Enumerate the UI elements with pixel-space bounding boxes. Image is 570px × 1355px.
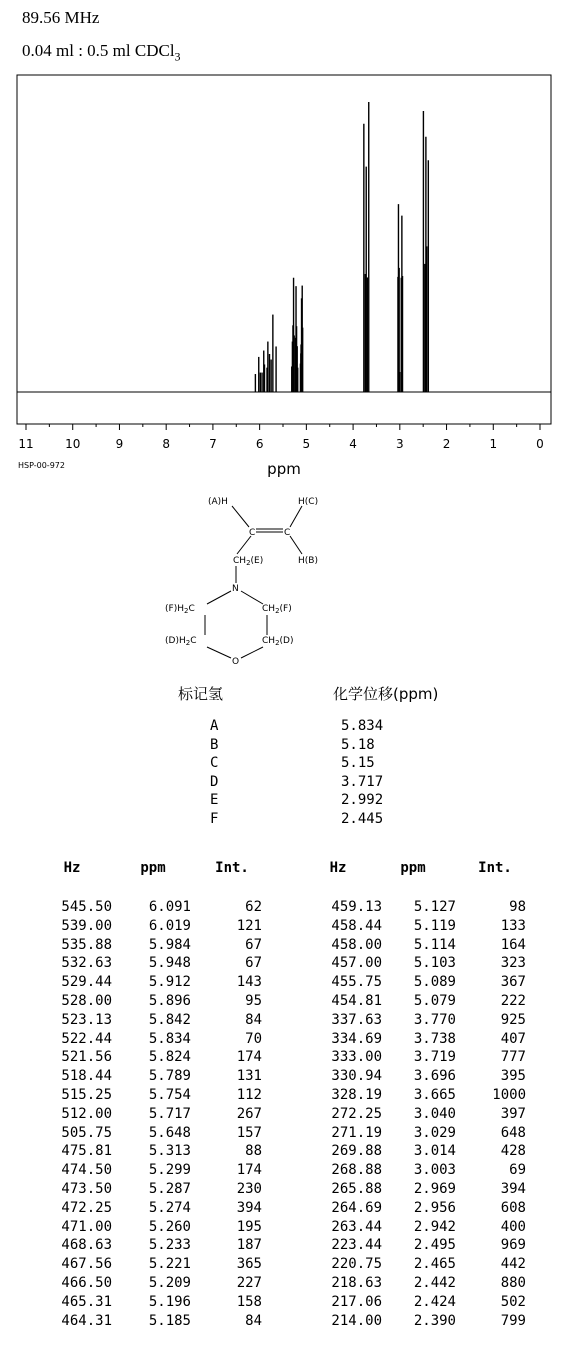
atom-ch2e bbox=[233, 556, 263, 567]
fr-sub: 2 bbox=[275, 607, 280, 615]
peak-table-header: Hz bbox=[63, 860, 81, 876]
peak-int: 880 bbox=[500, 1275, 526, 1291]
peak-int: 84 bbox=[245, 1312, 262, 1329]
peak-ppm: 3.665 bbox=[413, 1087, 456, 1103]
peak-int: 112 bbox=[236, 1087, 262, 1103]
peak-int: 428 bbox=[500, 1143, 526, 1160]
atom-fl bbox=[165, 604, 195, 615]
peak-int: 62 bbox=[245, 899, 262, 915]
peak-ppm: 5.842 bbox=[148, 1011, 191, 1028]
atom-n: N bbox=[232, 584, 239, 594]
peak-hz: 545.50 bbox=[61, 899, 112, 915]
sample-text: 0.04 ml : 0.5 ml CDCl bbox=[22, 41, 175, 60]
peak-ppm: 5.209 bbox=[148, 1275, 191, 1291]
peak-ppm: 6.019 bbox=[148, 917, 191, 934]
peak-hz: 330.94 bbox=[331, 1068, 382, 1085]
peak-ppm: 5.789 bbox=[148, 1068, 191, 1085]
peak-ppm: 2.942 bbox=[413, 1218, 456, 1235]
fl-sub: 2 bbox=[183, 607, 189, 615]
peak-ppm: 5.896 bbox=[148, 993, 191, 1009]
bond-n-fr bbox=[241, 591, 263, 604]
peak-int: 174 bbox=[236, 1049, 262, 1066]
shift-value: 5.15 bbox=[341, 755, 375, 772]
atom-fr bbox=[262, 604, 292, 615]
peak-ppm: 5.834 bbox=[148, 1030, 191, 1047]
label-hb: H(B) bbox=[298, 556, 318, 566]
peak-ppm: 5.221 bbox=[148, 1256, 191, 1273]
peak-int: 925 bbox=[500, 1011, 526, 1028]
dl-pre: (D)H bbox=[165, 636, 186, 646]
peak-hz: 223.44 bbox=[331, 1237, 382, 1254]
x-tick-label: 7 bbox=[209, 437, 217, 451]
peak-int: 777 bbox=[500, 1049, 526, 1066]
atom-dl bbox=[165, 636, 197, 647]
label-ha: (A)H bbox=[208, 497, 228, 507]
x-tick-label: 10 bbox=[65, 437, 81, 451]
peak-hz: 523.13 bbox=[61, 1011, 112, 1028]
peak-ppm: 5.127 bbox=[413, 899, 456, 915]
peak-ppm: 2.969 bbox=[413, 1181, 456, 1197]
peak-int: 222 bbox=[500, 993, 526, 1009]
shift-header-label: 标记氢 bbox=[178, 685, 224, 703]
peak-hz: 217.06 bbox=[331, 1293, 382, 1310]
peak-int: 133 bbox=[500, 917, 526, 934]
shift-label: A bbox=[210, 718, 219, 734]
peak-hz: 459.13 bbox=[331, 899, 382, 915]
peak-hz: 505.75 bbox=[61, 1124, 112, 1141]
peak-ppm: 5.717 bbox=[148, 1105, 191, 1122]
shift-value: 5.834 bbox=[341, 718, 384, 734]
peak-hz: 454.81 bbox=[331, 993, 382, 1009]
peak-hz: 539.00 bbox=[61, 917, 112, 934]
peak-int: 70 bbox=[245, 1030, 262, 1047]
peak-int: 397 bbox=[500, 1105, 526, 1122]
spectrometer-frequency: 89.56 MHz bbox=[22, 8, 100, 27]
x-tick-label: 8 bbox=[162, 437, 171, 451]
ch2e-text: CH bbox=[233, 556, 247, 566]
peak-int: 164 bbox=[500, 936, 526, 953]
peak-ppm: 5.299 bbox=[148, 1162, 191, 1179]
shift-value: 5.18 bbox=[341, 736, 375, 753]
shift-label: C bbox=[210, 755, 219, 772]
peak-int: 84 bbox=[245, 1011, 262, 1028]
peak-int: 195 bbox=[236, 1218, 262, 1235]
dr-sub: 2 bbox=[275, 639, 280, 647]
peak-int: 365 bbox=[236, 1256, 262, 1273]
peak-int: 158 bbox=[236, 1293, 262, 1310]
peak-int: 67 bbox=[245, 955, 262, 972]
peak-ppm: 5.079 bbox=[413, 993, 456, 1009]
peak-hz: 515.25 bbox=[61, 1087, 112, 1103]
shift-value: 2.445 bbox=[341, 811, 384, 827]
peak-int: 174 bbox=[236, 1162, 262, 1179]
peak-ppm: 3.003 bbox=[413, 1162, 456, 1179]
peak-int: 131 bbox=[236, 1068, 262, 1085]
peak-hz: 522.44 bbox=[61, 1030, 112, 1047]
peak-ppm: 3.014 bbox=[413, 1143, 456, 1160]
dl-c: C bbox=[190, 636, 197, 646]
fl-pre: (F)H bbox=[165, 604, 184, 614]
peak-hz: 328.19 bbox=[331, 1087, 382, 1103]
peak-ppm: 5.984 bbox=[148, 936, 191, 953]
peak-hz: 529.44 bbox=[61, 974, 112, 991]
peak-hz: 265.88 bbox=[331, 1181, 382, 1197]
peak-int: 395 bbox=[500, 1068, 526, 1085]
peak-hz: 218.63 bbox=[331, 1275, 382, 1291]
peak-hz: 475.81 bbox=[61, 1143, 112, 1160]
fr-tag: (F) bbox=[279, 604, 292, 614]
peak-hz: 458.44 bbox=[331, 917, 382, 934]
peak-hz: 272.25 bbox=[331, 1105, 382, 1122]
peak-ppm: 2.465 bbox=[413, 1256, 456, 1273]
shift-header-shift: 化学位移(ppm) bbox=[333, 685, 439, 703]
dr-text: CH bbox=[262, 636, 276, 646]
peak-hz: 465.31 bbox=[61, 1293, 112, 1310]
peak-hz: 512.00 bbox=[61, 1105, 112, 1122]
x-tick-label: 2 bbox=[442, 437, 451, 451]
bond-ha-c1 bbox=[232, 506, 249, 527]
peak-ppm: 2.495 bbox=[413, 1237, 456, 1254]
peak-int: 367 bbox=[500, 974, 526, 991]
dr-tag: (D) bbox=[279, 636, 294, 646]
peak-table-header: Int. bbox=[215, 860, 249, 876]
peak-hz: 458.00 bbox=[331, 936, 382, 953]
peak-int: 267 bbox=[236, 1105, 262, 1122]
peak-int: 143 bbox=[236, 974, 262, 991]
peak-ppm: 3.696 bbox=[413, 1068, 456, 1085]
peak-ppm: 5.196 bbox=[148, 1293, 191, 1310]
peak-ppm: 2.390 bbox=[413, 1312, 456, 1329]
sample-subscript: 3 bbox=[174, 49, 181, 64]
x-tick-label: 6 bbox=[255, 437, 264, 451]
shift-label: B bbox=[210, 736, 219, 753]
peak-ppm: 5.089 bbox=[413, 974, 456, 991]
x-tick-label: 5 bbox=[302, 437, 311, 451]
peak-int: 227 bbox=[236, 1275, 262, 1291]
x-axis-label: ppm bbox=[267, 460, 301, 478]
bond-c1-ch2 bbox=[237, 536, 251, 554]
peak-table-header: Hz bbox=[329, 860, 347, 876]
peak-int: 442 bbox=[500, 1256, 526, 1273]
peak-hz: 535.88 bbox=[61, 936, 112, 953]
peak-int: 608 bbox=[500, 1199, 526, 1216]
x-tick-label: 0 bbox=[536, 437, 544, 451]
fl-c: C bbox=[188, 604, 195, 614]
peak-hz: 333.00 bbox=[331, 1049, 382, 1066]
x-tick-label: 1 bbox=[489, 437, 498, 451]
peak-table-header: Int. bbox=[478, 860, 512, 876]
peak-int: 157 bbox=[236, 1124, 262, 1141]
peak-hz: 474.50 bbox=[61, 1162, 112, 1179]
peak-hz: 264.69 bbox=[331, 1199, 382, 1216]
bond-n-fl bbox=[207, 591, 231, 604]
x-tick-label: 9 bbox=[115, 437, 124, 451]
peak-hz: 467.56 bbox=[61, 1256, 112, 1273]
tick-group bbox=[18, 424, 543, 451]
bond-c2-hb bbox=[290, 536, 302, 554]
peak-int: 230 bbox=[236, 1181, 262, 1197]
peak-int: 1000 bbox=[492, 1087, 526, 1103]
peak-hz: 471.00 bbox=[61, 1218, 112, 1235]
peak-group bbox=[255, 102, 428, 392]
peak-int: 799 bbox=[500, 1312, 526, 1329]
peak-hz: 268.88 bbox=[331, 1162, 382, 1179]
peak-hz: 464.31 bbox=[61, 1312, 112, 1329]
peak-int: 407 bbox=[500, 1030, 526, 1047]
peak-hz: 472.25 bbox=[61, 1199, 112, 1216]
peak-int: 400 bbox=[500, 1218, 526, 1235]
shift-value: 3.717 bbox=[341, 773, 384, 790]
peak-ppm: 3.040 bbox=[413, 1105, 456, 1122]
peak-int: 969 bbox=[500, 1237, 526, 1254]
peak-int: 502 bbox=[500, 1293, 526, 1310]
peak-int: 394 bbox=[236, 1199, 262, 1216]
peak-int: 69 bbox=[509, 1162, 526, 1179]
peak-hz: 214.00 bbox=[331, 1312, 382, 1329]
peak-ppm: 3.029 bbox=[413, 1124, 456, 1141]
peak-ppm: 5.754 bbox=[148, 1087, 191, 1103]
peak-hz: 473.50 bbox=[61, 1181, 112, 1197]
peak-ppm: 3.719 bbox=[413, 1049, 456, 1066]
peak-ppm: 5.948 bbox=[148, 955, 191, 972]
peak-ppm: 2.424 bbox=[413, 1293, 456, 1310]
bond-c2-hc bbox=[290, 506, 302, 527]
shift-label: E bbox=[210, 792, 219, 809]
peak-ppm: 3.738 bbox=[413, 1030, 456, 1047]
dl-sub: 2 bbox=[185, 639, 191, 647]
sample-concentration bbox=[22, 41, 181, 64]
peak-hz: 455.75 bbox=[331, 974, 382, 991]
peak-int: 187 bbox=[236, 1237, 262, 1254]
x-tick-label: 3 bbox=[395, 437, 404, 451]
atom-o: O bbox=[232, 657, 240, 667]
peak-hz: 263.44 bbox=[331, 1218, 382, 1235]
shift-value: 2.992 bbox=[341, 792, 384, 809]
peak-ppm: 2.956 bbox=[413, 1199, 456, 1216]
spectrum-code: HSP-00-972 bbox=[18, 461, 65, 470]
peak-ppm: 5.103 bbox=[413, 955, 456, 972]
peak-ppm: 5.185 bbox=[148, 1312, 191, 1329]
peak-ppm: 2.442 bbox=[413, 1275, 456, 1291]
peak-table-header: ppm bbox=[400, 860, 426, 876]
atom-c2: C bbox=[284, 528, 291, 538]
shift-label: F bbox=[210, 811, 219, 827]
peak-int: 394 bbox=[500, 1181, 526, 1197]
peak-hz: 521.56 bbox=[61, 1049, 112, 1066]
peak-hz: 528.00 bbox=[61, 993, 112, 1009]
peak-hz: 457.00 bbox=[331, 955, 382, 972]
peak-hz: 269.88 bbox=[331, 1143, 382, 1160]
peak-hz: 518.44 bbox=[61, 1068, 112, 1085]
bond-dr-o bbox=[241, 647, 263, 658]
shift-label: D bbox=[210, 773, 219, 790]
peak-hz: 271.19 bbox=[331, 1124, 382, 1141]
x-tick-label: 11 bbox=[18, 437, 34, 451]
peak-ppm: 5.114 bbox=[413, 936, 456, 953]
peak-ppm: 5.260 bbox=[148, 1218, 191, 1235]
peak-ppm: 5.912 bbox=[148, 974, 191, 991]
peak-int: 95 bbox=[245, 993, 262, 1009]
label-hc: H(C) bbox=[298, 497, 319, 507]
plot-frame bbox=[17, 75, 551, 424]
peak-ppm: 5.648 bbox=[148, 1124, 191, 1141]
nmr-spectrum-chart bbox=[0, 72, 570, 482]
peak-int: 323 bbox=[500, 955, 526, 972]
ch2e-sub: 2 bbox=[246, 559, 251, 567]
peak-ppm: 5.287 bbox=[148, 1181, 191, 1197]
peak-int: 648 bbox=[500, 1124, 526, 1141]
peak-ppm: 5.824 bbox=[148, 1049, 191, 1066]
peak-ppm: 5.119 bbox=[413, 917, 456, 934]
peak-ppm: 5.274 bbox=[148, 1199, 191, 1216]
ch2e-tag: (E) bbox=[250, 556, 264, 566]
structure-diagram bbox=[150, 492, 410, 672]
x-tick-label: 4 bbox=[349, 437, 357, 451]
peak-int: 88 bbox=[245, 1143, 262, 1160]
atom-c1: C bbox=[249, 528, 256, 538]
atom-dr bbox=[262, 636, 293, 647]
peak-int: 98 bbox=[509, 899, 526, 915]
bond-dl-o bbox=[207, 647, 231, 658]
peak-ppm: 5.233 bbox=[148, 1237, 191, 1254]
peak-hz: 220.75 bbox=[331, 1256, 382, 1273]
peak-hz: 334.69 bbox=[331, 1030, 382, 1047]
peak-table-header: ppm bbox=[140, 860, 166, 876]
peak-int: 67 bbox=[245, 936, 262, 953]
peak-hz: 468.63 bbox=[61, 1237, 112, 1254]
peak-ppm: 6.091 bbox=[148, 899, 191, 915]
peak-int: 121 bbox=[236, 917, 262, 934]
peak-hz: 532.63 bbox=[61, 955, 112, 972]
peak-ppm: 3.770 bbox=[413, 1011, 456, 1028]
peak-ppm: 5.313 bbox=[148, 1143, 191, 1160]
peak-hz: 337.63 bbox=[331, 1011, 382, 1028]
fr-text: CH bbox=[262, 604, 276, 614]
peak-hz: 466.50 bbox=[61, 1275, 112, 1291]
